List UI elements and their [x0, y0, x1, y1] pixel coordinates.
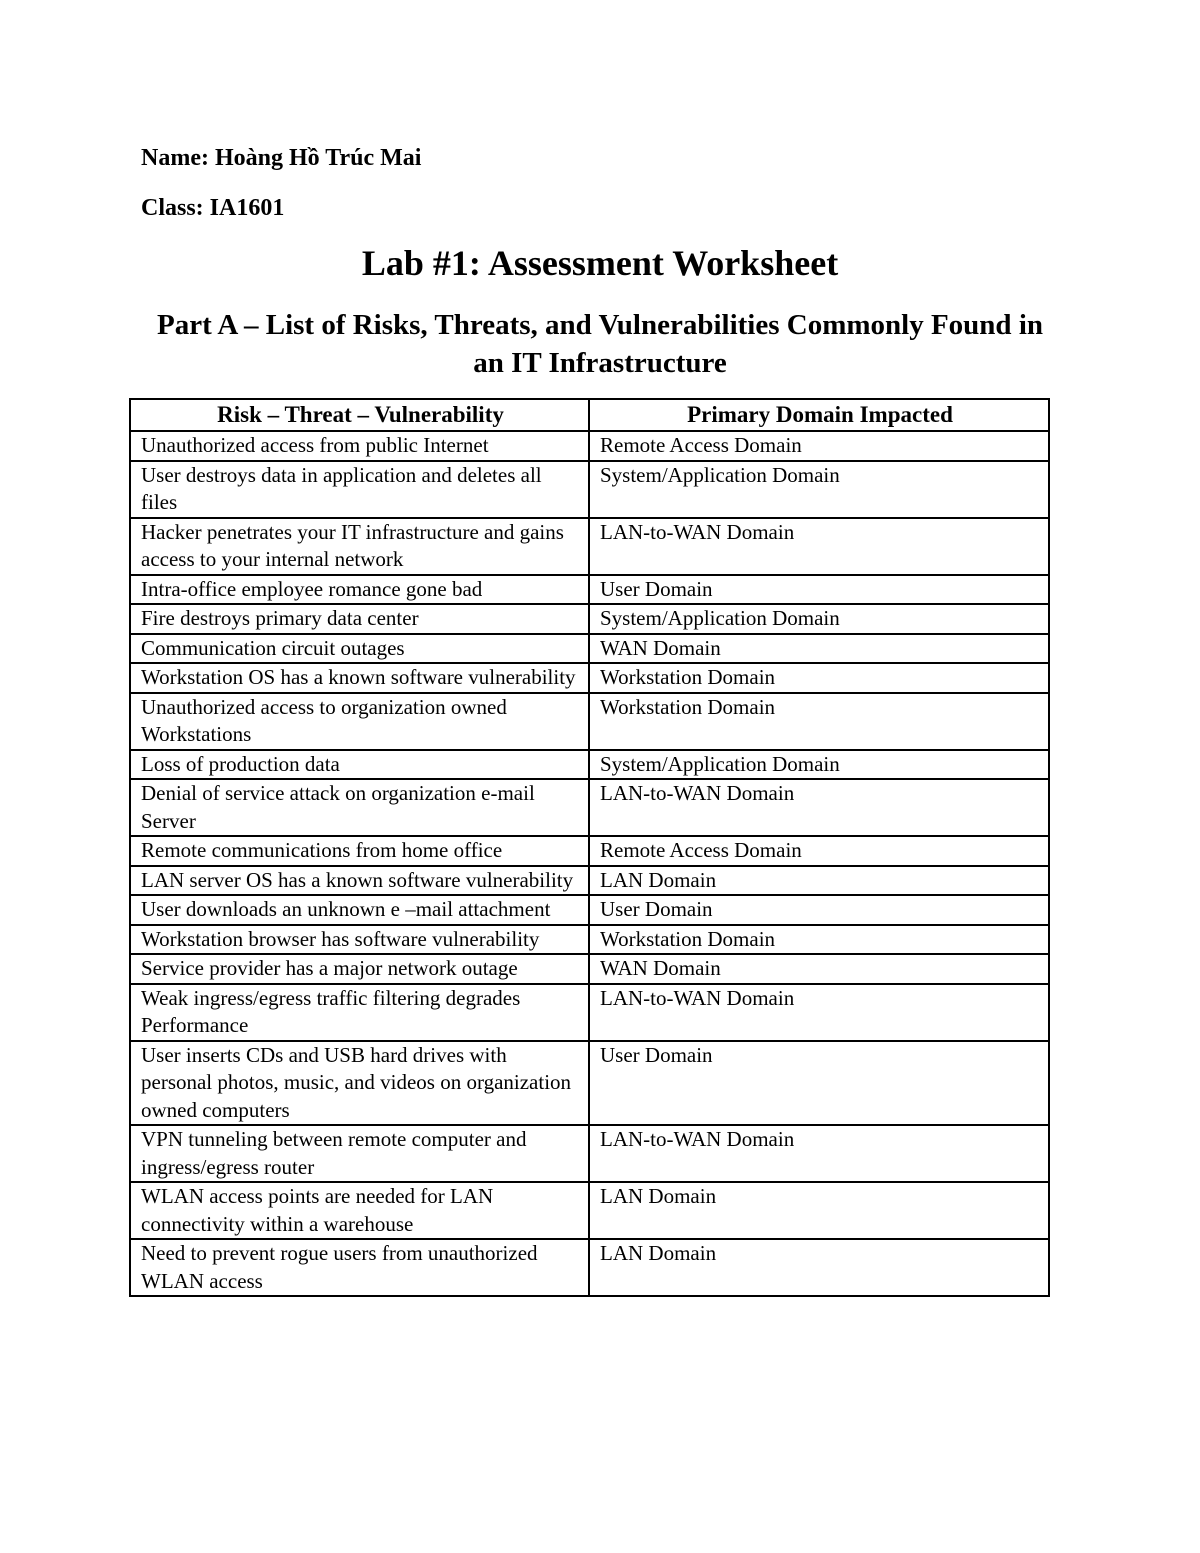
- table-row: [130, 1239, 1049, 1296]
- domain-cell: LAN Domain: [589, 866, 1049, 896]
- risk-cell: User downloads an unknown e –mail attachment: [130, 895, 589, 925]
- risk-domain-table: [129, 398, 1050, 1297]
- table-row: [130, 1182, 1049, 1239]
- domain-cell: Workstation Domain: [589, 693, 1049, 750]
- domain-cell: Remote Access Domain: [589, 431, 1049, 461]
- risk-cell: User inserts CDs and USB hard drives with personal photos, music, and videos on organization owned computers: [130, 1041, 589, 1126]
- column-header-domain: Primary Domain Impacted: [589, 399, 1049, 431]
- risk-cell: Weak ingress/egress traffic filtering degrades Performance: [130, 984, 589, 1041]
- domain-cell: LAN-to-WAN Domain: [589, 518, 1049, 575]
- domain-cell: Workstation Domain: [589, 663, 1049, 693]
- risk-cell: Unauthorized access from public Internet: [130, 431, 589, 461]
- table-row: [130, 866, 1049, 896]
- risk-cell: VPN tunneling between remote computer and ingress/egress router: [130, 1125, 589, 1182]
- risk-cell: Remote communications from home office: [130, 836, 589, 866]
- risk-cell: Intra-office employee romance gone bad: [130, 575, 589, 605]
- domain-cell: System/Application Domain: [589, 461, 1049, 518]
- table-row: [130, 1125, 1049, 1182]
- risk-cell: WLAN access points are needed for LAN connectivity within a warehouse: [130, 1182, 589, 1239]
- risk-cell: Workstation browser has software vulnerability: [130, 925, 589, 955]
- domain-cell: System/Application Domain: [589, 750, 1049, 780]
- risk-cell: Need to prevent rogue users from unauthorized WLAN access: [130, 1239, 589, 1296]
- table-row: [130, 518, 1049, 575]
- risk-cell: LAN server OS has a known software vulnerability: [130, 866, 589, 896]
- column-header-risk: Risk – Threat – Vulnerability: [130, 399, 589, 431]
- table-row: [130, 604, 1049, 634]
- table-row: [130, 984, 1049, 1041]
- domain-cell: LAN Domain: [589, 1239, 1049, 1296]
- document-title: Lab #1: Assessment Worksheet: [361, 243, 839, 283]
- table-row: [130, 461, 1049, 518]
- table-row: [130, 895, 1049, 925]
- domain-cell: Workstation Domain: [589, 925, 1049, 955]
- risk-cell: Denial of service attack on organization e-mail Server: [130, 779, 589, 836]
- table-row: [130, 779, 1049, 836]
- risk-cell: Service provider has a major network outage: [130, 954, 589, 984]
- table-row: [130, 663, 1049, 693]
- domain-cell: User Domain: [589, 895, 1049, 925]
- student-name: Name: Hoàng Hồ Trúc Mai: [141, 145, 422, 171]
- risk-cell: Fire destroys primary data center: [130, 604, 589, 634]
- domain-cell: LAN-to-WAN Domain: [589, 1125, 1049, 1182]
- student-class: Class: IA1601: [141, 195, 285, 221]
- risk-cell: Communication circuit outages: [130, 634, 589, 664]
- risk-cell: Loss of production data: [130, 750, 589, 780]
- domain-cell: LAN-to-WAN Domain: [589, 779, 1049, 836]
- domain-cell: User Domain: [589, 575, 1049, 605]
- table-body: [130, 431, 1049, 1296]
- table-header-row: [130, 399, 1049, 431]
- table-row: [130, 634, 1049, 664]
- domain-cell: User Domain: [589, 1041, 1049, 1126]
- table-row: [130, 431, 1049, 461]
- table-row: [130, 836, 1049, 866]
- domain-cell: WAN Domain: [589, 954, 1049, 984]
- domain-cell: LAN-to-WAN Domain: [589, 984, 1049, 1041]
- risk-cell: Hacker penetrates your IT infrastructure and gains access to your internal network: [130, 518, 589, 575]
- domain-cell: System/Application Domain: [589, 604, 1049, 634]
- table-row: [130, 925, 1049, 955]
- domain-cell: WAN Domain: [589, 634, 1049, 664]
- risk-cell: User destroys data in application and deletes all files: [130, 461, 589, 518]
- table-row: [130, 954, 1049, 984]
- risk-cell: Unauthorized access to organization owned Workstations: [130, 693, 589, 750]
- document-subtitle: Part A – List of Risks, Threats, and Vulnerabilities Commonly Found in an IT Infrastructure: [156, 309, 1043, 379]
- table-row: [130, 750, 1049, 780]
- risk-cell: Workstation OS has a known software vulnerability: [130, 663, 589, 693]
- domain-cell: LAN Domain: [589, 1182, 1049, 1239]
- table-row: [130, 1041, 1049, 1126]
- domain-cell: Remote Access Domain: [589, 836, 1049, 866]
- table-row: [130, 693, 1049, 750]
- table-row: [130, 575, 1049, 605]
